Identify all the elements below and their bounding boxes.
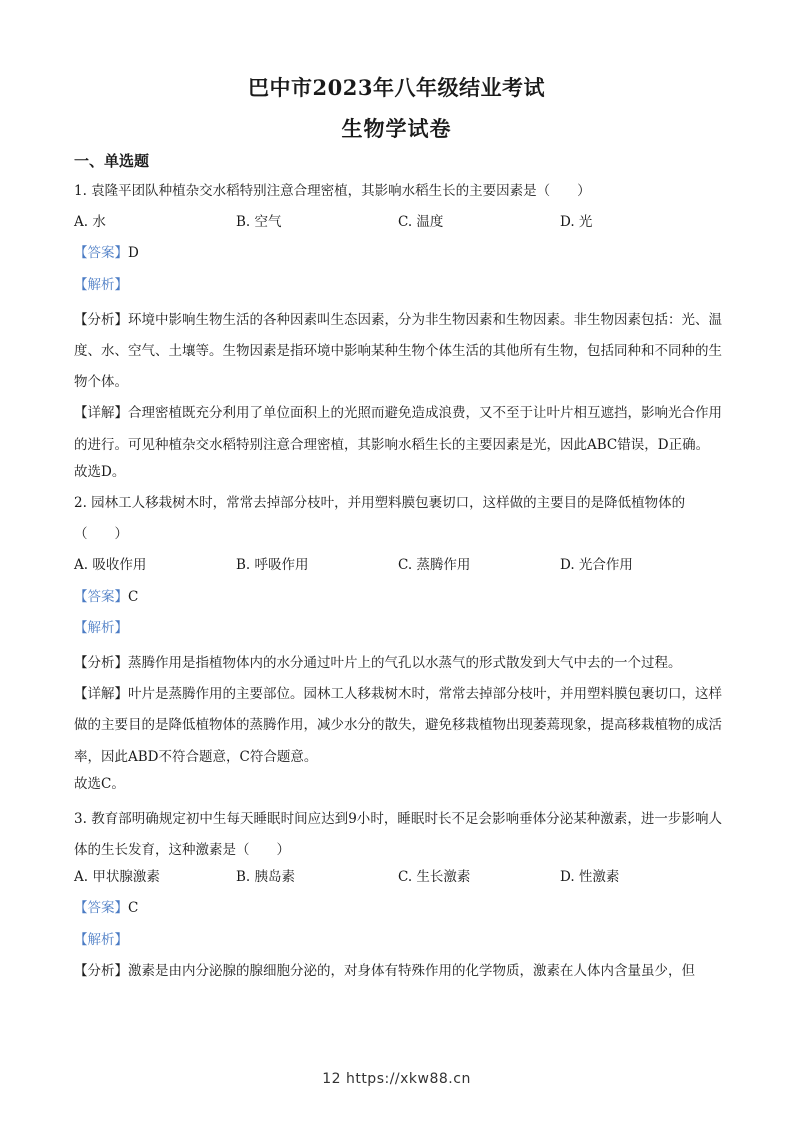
option-a: A. 甲状腺激素 [74, 869, 160, 886]
xiangjie-label: 【详解】 [74, 686, 128, 703]
option-c: C. 生长激素 [398, 869, 471, 886]
analysis-label: 【解析】 [74, 931, 128, 948]
fenxi-label: 【分析】 [74, 654, 128, 671]
answer-value: C [128, 900, 139, 917]
question-3-answer [74, 897, 722, 928]
question-1-options [74, 211, 722, 242]
question-3-options [74, 866, 722, 897]
page-footer: 12 https://xkw88.cn [322, 1071, 471, 1087]
fenxi-text: 环境中影响生物生活的各种因素叫生态因素，分为非生物因素和生物因素。非生物因素包括：光、温度、水、空气、土壤等。生物因素是指环境中影响某种生物个体生活的其他所有生物，包括同种和不同种的生物个体。 [74, 311, 722, 391]
answer-label: 【答案】 [74, 588, 128, 605]
option-d: D. 性激素 [560, 869, 620, 886]
answer-label: 【答案】 [74, 245, 128, 262]
question-3-analysis-label [74, 929, 722, 960]
fenxi-label: 【分析】 [74, 962, 128, 979]
exam-subtitle: 生物学试卷 [341, 116, 452, 141]
answer-value: C [128, 588, 139, 605]
question-1-answer [74, 242, 722, 273]
question-3-stem: 3. 教育部明确规定初中生每天睡眠时间应达到9小时，睡眠时长不足会影响垂体分泌某种激素，进一步影响人体的生长发育，这种激素是（ ） [74, 810, 722, 859]
option-b: B. 胰岛素 [236, 869, 296, 886]
question-1-analysis-label [74, 274, 722, 305]
option-c: C. 蒸腾作用 [398, 557, 471, 574]
question-2-xiangjie [74, 679, 722, 773]
option-d: D. 光合作用 [560, 557, 633, 574]
question-1-conclusion: 故选D。 [74, 463, 126, 480]
analysis-label: 【解析】 [74, 276, 128, 293]
xiangjie-text: 合理密植既充分利用了单位面积上的光照而避免造成浪费，又不至于让叶片相互遮挡，影响光合作用的进行。可见种植杂交水稻特别注意合理密植，其影响水稻生长的主要因素是光，因此ABC错误，D正确。 [74, 405, 722, 453]
option-a: A. 水 [74, 214, 106, 231]
answer-value: D [128, 245, 139, 262]
fenxi-text: 激素是由内分泌腺的腺细胞分泌的，对身体有特殊作用的化学物质，激素在人体内含量虽少，但 [128, 962, 695, 979]
fenxi-label: 【分析】 [74, 311, 128, 328]
section-heading: 一、单选题 [74, 152, 150, 170]
option-b: B. 空气 [236, 214, 282, 231]
option-b: B. 呼吸作用 [236, 557, 309, 574]
question-2-fenxi [74, 648, 722, 679]
xiangjie-text: 叶片是蒸腾作用的主要部位。园林工人移栽树木时，常常去掉部分枝叶，并用塑料膜包裹切口，这样做的主要目的是降低植物体的蒸腾作用，减少水分的散失，避免移栽植物出现萎蔫现象，提高移栽植物的成活率，因此ABD不符合题意，C符合题意。 [74, 686, 722, 765]
question-1-xiangjie [74, 398, 722, 460]
question-2-analysis-label [74, 617, 722, 648]
exam-title: 巴中市2023年八年级结业考试 [248, 75, 545, 100]
question-2-stem-cont: （ ） [74, 526, 128, 543]
question-3-fenxi [74, 960, 722, 991]
xiangjie-label: 【详解】 [74, 405, 128, 422]
question-list [74, 180, 722, 991]
analysis-label: 【解析】 [74, 619, 128, 636]
question-1-fenxi [74, 305, 722, 399]
question-2-answer [74, 586, 722, 617]
question-2-conclusion: 故选C。 [74, 775, 125, 792]
question-1-stem: 1. 袁隆平团队种植杂交水稻特别注意合理密植，其影响水稻生长的主要因素是（ ） [74, 183, 591, 199]
question-2-stem: 2. 园林工人移栽树木时，常常去掉部分枝叶，并用塑料膜包裹切口，这样做的主要目的是降低植物体的 [74, 494, 686, 511]
option-a: A. 吸收作用 [74, 557, 147, 574]
option-d: D. 光 [560, 214, 593, 231]
answer-label: 【答案】 [74, 900, 128, 917]
question-2-options [74, 554, 722, 585]
fenxi-text: 蒸腾作用是指植物体内的水分通过叶片上的气孔以水蒸气的形式散发到大气中去的一个过程。 [128, 654, 682, 671]
option-c: C. 温度 [398, 214, 444, 231]
